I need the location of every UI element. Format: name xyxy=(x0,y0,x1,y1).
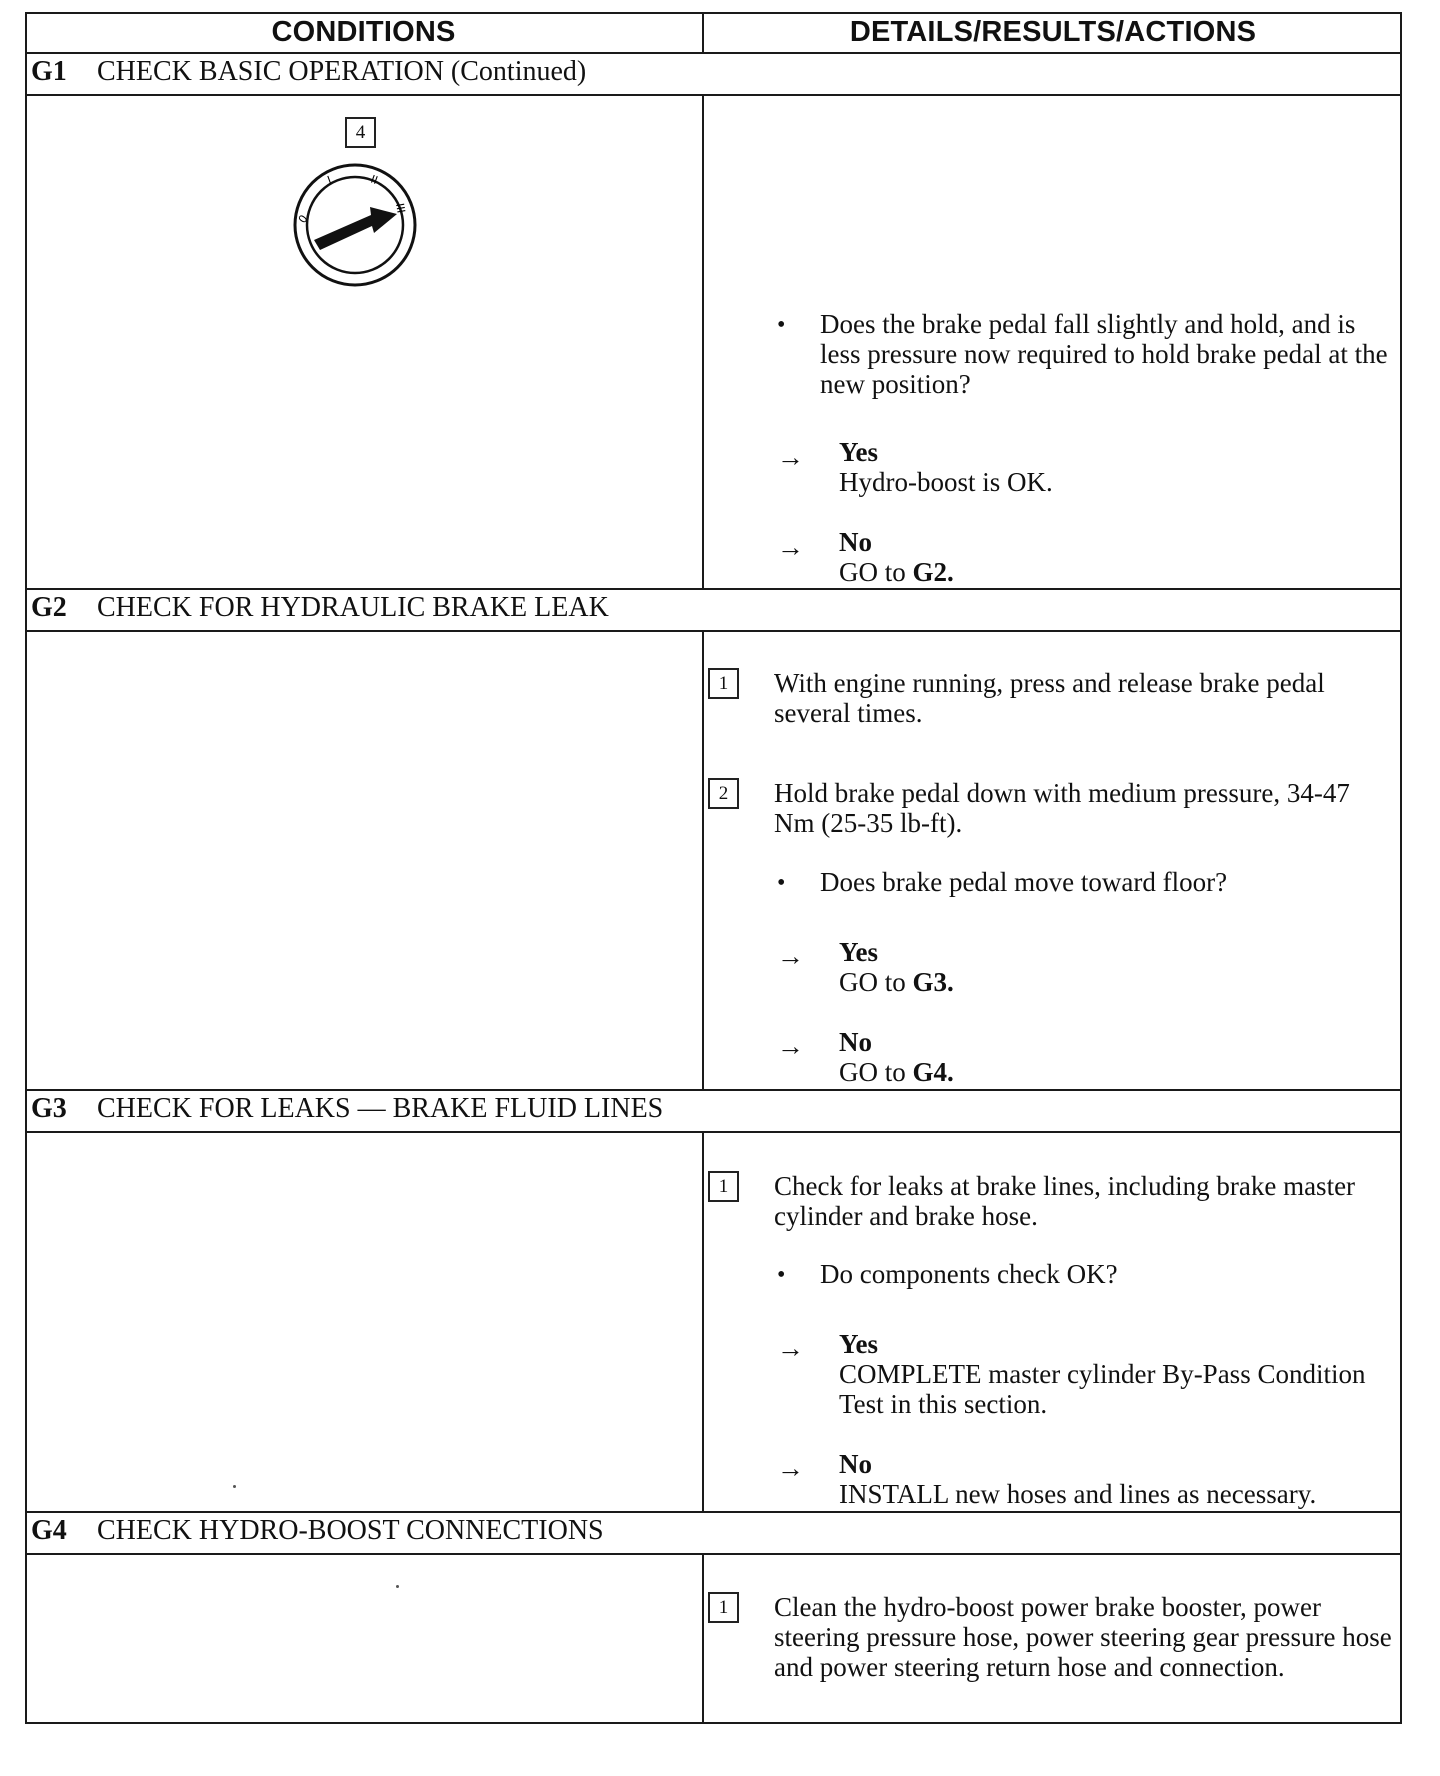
g3-step1-text: Check for leaks at brake lines, including brake master cylinder and brake hose. xyxy=(774,1171,1356,1231)
scan-speck xyxy=(233,1485,236,1488)
g2-yes-answer xyxy=(839,937,954,997)
section-g2-header xyxy=(31,592,609,624)
step-number-box: 2 xyxy=(708,778,739,809)
g2-no-answer xyxy=(839,1027,954,1087)
arrow-right-icon: → xyxy=(777,1031,804,1061)
g3-no-answer xyxy=(839,1449,1399,1509)
bullet-icon: • xyxy=(777,1262,786,1288)
section-title: CHECK FOR HYDRAULIC BRAKE LEAK xyxy=(97,592,609,623)
column-divider xyxy=(702,94,704,588)
arrow-right-icon: → xyxy=(777,1333,804,1363)
ignition-switch-dial-icon xyxy=(290,160,420,290)
dial-label-three: III xyxy=(393,202,408,215)
arrow-right-icon: → xyxy=(777,941,804,971)
yes-action: Hydro-boost is OK. xyxy=(839,467,1053,497)
yes-label: Yes xyxy=(839,437,878,467)
scan-speck xyxy=(396,1585,399,1588)
no-target: G4. xyxy=(912,1057,954,1087)
rule xyxy=(25,52,1402,54)
step-number-box: 1 xyxy=(708,1171,739,1202)
yes-label: Yes xyxy=(839,937,878,967)
section-g1-header xyxy=(31,56,586,88)
section-id: G4 xyxy=(31,1515,67,1546)
g3-yes-answer xyxy=(839,1329,1399,1419)
section-title: CHECK HYDRO-BOOST CONNECTIONS xyxy=(97,1515,604,1546)
rule xyxy=(25,1511,1402,1513)
no-label: No xyxy=(839,527,872,557)
yes-prefix: GO to xyxy=(839,967,913,997)
yes-target: G3. xyxy=(912,967,954,997)
g2-step1-text: With engine running, press and release brake pedal several times. xyxy=(774,668,1325,728)
yes-label: Yes xyxy=(839,1329,878,1359)
bullet-icon: • xyxy=(777,870,786,896)
column-divider xyxy=(702,630,704,1089)
details-header: DETAILS/RESULTS/ACTIONS xyxy=(849,16,1257,48)
dial-label-off: 0 xyxy=(295,212,311,226)
step-number-box: 1 xyxy=(708,668,739,699)
section-g3-header xyxy=(31,1093,663,1125)
rule xyxy=(25,94,1402,96)
conditions-header: CONDITIONS xyxy=(271,16,456,48)
arrow-right-icon: → xyxy=(777,442,804,472)
g2-question: Does brake pedal move toward floor? xyxy=(820,867,1228,897)
no-action-prefix: GO to xyxy=(839,557,913,587)
yes-action: COMPLETE master cylinder By-Pass Condition Test in this section. xyxy=(839,1359,1366,1419)
section-id: G2 xyxy=(31,592,67,623)
section-id: G1 xyxy=(31,56,67,87)
rule xyxy=(25,1089,1402,1091)
column-divider xyxy=(702,1553,704,1724)
no-label: No xyxy=(839,1449,872,1479)
no-action: INSTALL new hoses and lines as necessary. xyxy=(839,1479,1317,1509)
section-title: CHECK FOR LEAKS — BRAKE FLUID LINES xyxy=(97,1093,664,1124)
dial-label-one: I xyxy=(325,173,334,187)
dial-label-two: II xyxy=(368,172,380,188)
column-divider xyxy=(702,1131,704,1511)
dial-pointer xyxy=(314,207,397,250)
g1-no-answer xyxy=(839,527,954,587)
no-prefix: GO to xyxy=(839,1057,913,1087)
section-title: CHECK BASIC OPERATION (Continued) xyxy=(97,56,587,87)
arrow-right-icon: → xyxy=(777,1453,804,1483)
bullet-icon: • xyxy=(777,312,786,338)
no-action-target: G2. xyxy=(912,557,954,587)
diagnostic-table xyxy=(25,12,1402,1724)
section-g4-header xyxy=(31,1515,604,1547)
g4-step1-text: Clean the hydro-boost power brake booster, power steering pressure hose, power steering gear pressure hose and power steering return hose and connection. xyxy=(774,1592,1392,1682)
rule xyxy=(25,588,1402,590)
rule xyxy=(25,1553,1402,1555)
step-number-box: 1 xyxy=(708,1592,739,1623)
g1-yes-answer xyxy=(839,437,1053,497)
figure-step-box: 4 xyxy=(345,117,376,148)
rule xyxy=(25,1131,1402,1133)
arrow-right-icon: → xyxy=(777,532,804,562)
g3-question: Do components check OK? xyxy=(820,1259,1118,1289)
rule xyxy=(25,630,1402,632)
g1-question: Does the brake pedal fall slightly and hold, and is less pressure now required to hold brake pedal at the new position? xyxy=(820,309,1388,399)
no-label: No xyxy=(839,1027,872,1057)
section-id: G3 xyxy=(31,1093,67,1124)
g2-step2-text: Hold brake pedal down with medium pressure, 34-47 Nm (25-35 lb-ft). xyxy=(774,778,1350,838)
